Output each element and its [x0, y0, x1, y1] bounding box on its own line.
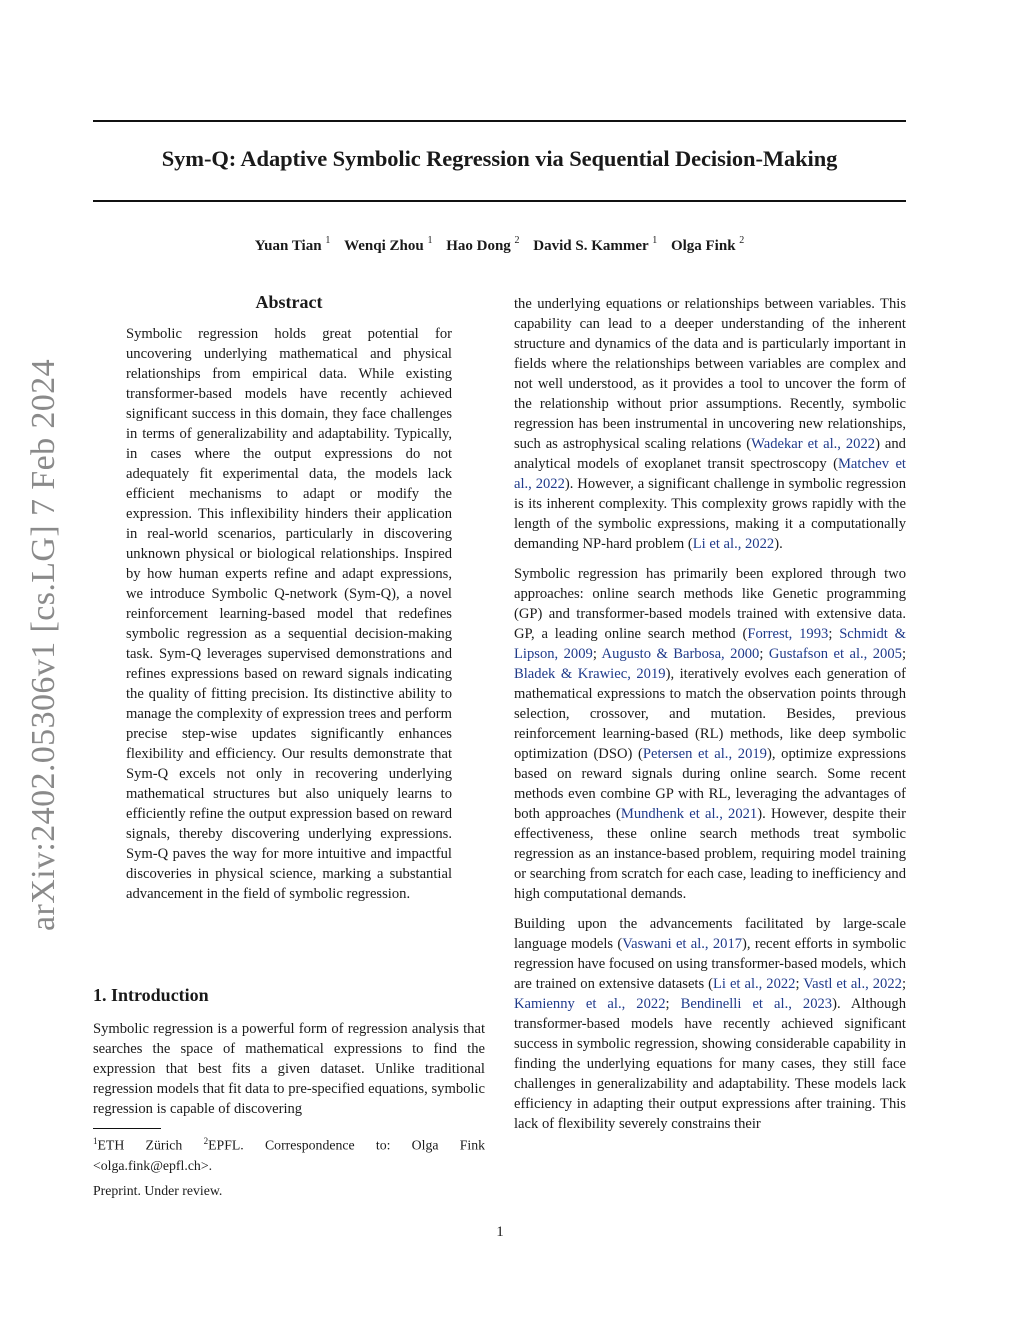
abstract-body: Symbolic regression holds great potential for uncovering underlying mathematical and physical relationships from empirical data. While existing transformer-based models have recently achieved significant success in this domain, they face challenges in terms of generalizability and adaptability. Typically, in cases where the output expressions do not adequately fit experimental data, the models lack efficient mechanisms to adapt or modify the expression. This inflexibility hinders their application in real-world scenarios, particularly in discovering unknown physical or biological relationships. Inspired by how human experts refine and adapt expressions, we introduce Symbolic Q-network (Sym-Q), a novel reinforcement learning-based model that redefines symbolic regression as a sequential decision-making task. Sym-Q leverages supervised demonstrations and refines expressions based on reward signals indicating the quality of fitting precision. Its distinctive ability to manage the complexity of expression trees and perform precise step-wise updates significantly enhances flexibility and efficiency. Our results demonstrate that Sym-Q excels not only in recovering underlying mathematical structures but also uniquely learns to efficiently refine the output expression based on reward signals, thereby discovering underlying expressions. Sym-Q paves the way for more intuitive and impactful discoveries in physical science, marking a substantial advancement in the field of symbolic regression. [126, 326, 452, 902]
citation-link[interactable]: Mundhenk et al., 2021 [620, 806, 758, 822]
paragraph-text: ; [665, 996, 681, 1012]
paragraph-text: ). [774, 536, 783, 552]
author: Hao Dong $^2$ [446, 235, 520, 254]
arxiv-stamp [25, 359, 63, 931]
citation-link[interactable]: Vaswani et al., 2017 [622, 936, 743, 952]
introduction-left-text: Symbolic regression is a powerful form of regression analysis that searches the space of mathematical expressions to find the expression that best fits a given dataset. Unlike traditional regression models that fit data to pre-specified equations, symbolic regression is capable of discovering [93, 1021, 485, 1117]
paper-title: Sym-Q: Adaptive Symbolic Regression via Sequential Decision-Making [161, 146, 838, 171]
title-bottom-rule [93, 200, 906, 202]
footnote-rule [93, 1128, 161, 1129]
introduction-paragraph [514, 914, 906, 1134]
citation-link[interactable]: Li et al., 2022 [713, 976, 796, 992]
author: David S. Kammer $^1$ [533, 235, 658, 254]
paragraph-text: Symbolic regression has primarily been explored through two approaches: online search methods like Genetic programming (GP) and transformer-based models trained with extensive data. GP, a leading online search method ( [514, 566, 906, 642]
introduction-heading: 1. Introduction [93, 985, 209, 1005]
paragraph-text: ; [795, 976, 804, 992]
citation-link[interactable]: Vastl et al., 2022 [803, 976, 902, 992]
paragraph-text: ). However, despite their effectiveness, these online search methods treat symbolic regression as an instance-based problem, requiring model training or searching from scratch for each case, leading to inefficiency and high computational demands. [514, 806, 906, 902]
author: Yuan Tian $^1$ [254, 235, 331, 254]
citation-link[interactable]: Forrest, 1993 [747, 626, 829, 642]
paragraph-text: the underlying equations or relationships between variables. This capability can lead to a deeper understanding of the inherent structure and dynamics of the data and is particularly important in fields where the relationships between variables are complex and not well understood, as it provides a tool to uncover the form of the relationship without prior assumptions. Recently, symbolic regression has been instrumental in uncovering new relationships, such as astrophysical scaling relations ( [514, 296, 906, 452]
paragraph-text: ), optimize expressions based on reward signals during online search. Some recent methods even combine GP with RL, leveraging the advantages of both approaches ( [514, 746, 907, 822]
paragraph-text: ; [901, 976, 906, 992]
introduction-paragraph [514, 564, 906, 904]
author: Olga Fink $^2$ [670, 235, 745, 254]
citation-link[interactable]: Petersen et al., 2019 [642, 746, 767, 762]
paragraph-text: ) and analytical models of exoplanet transit spectroscopy ( [514, 436, 906, 472]
citation-link[interactable]: Bendinelli et al., 2023 [680, 996, 833, 1012]
author-list [93, 236, 906, 255]
citation-link[interactable]: Gustafson et al., 2005 [768, 646, 902, 662]
paragraph-text: ), recent efforts in symbolic regression have focused on using transformer-based models, which are trained on extensive datasets ( [514, 936, 907, 992]
arxiv-stamp-text: arXiv:2402.05306v1 [cs.LG] 7 Feb 2024 [25, 359, 63, 931]
citation-link[interactable]: Wadekar et al., 2022 [751, 436, 876, 452]
paragraph-text: Building upon the advancements facilitated by large-scale language models ( [514, 916, 906, 952]
citation-link[interactable]: Bladek & Krawiec, 2019 [514, 666, 666, 682]
citation-link[interactable]: Augusto & Barbosa, 2000 [601, 646, 760, 662]
title-top-rule [93, 120, 906, 122]
citation-link[interactable]: Kamienny et al., 2022 [514, 996, 666, 1012]
paragraph-text: ), iteratively evolves each generation of mathematical expressions to match the observation points through selection, crossover, and mutation. Besides, previous reinforcement learning-based (RL) methods, like deep symbolic optimization (DSO) ( [514, 666, 906, 762]
paragraph-text: ; [759, 646, 769, 662]
abstract-heading: Abstract [255, 292, 323, 312]
introduction-right-column [514, 294, 906, 1144]
introduction-paragraph [514, 294, 906, 554]
preprint-note: Preprint. Under review. [93, 1183, 223, 1198]
citation-link[interactable]: Li et al., 2022 [692, 536, 775, 552]
citation-link[interactable]: Schmidt & Lipson, 2009 [514, 626, 906, 662]
paragraph-text: ; [828, 626, 840, 642]
paragraph-text: ). Although transformer-based models have recently achieved significant success in symbolic regression, showing considerable capability in finding the underlying equations for many cases, they still face challenges in generalizability and adaptability. These models lack efficiency in adapting their output expressions after training. This lack of flexibility severely constrains their [514, 996, 906, 1132]
author: Wenqi Zhou $^1$ [344, 235, 433, 254]
paragraph-text: ; [901, 646, 906, 662]
page-number: 1 [496, 1224, 504, 1240]
paragraph-text: ). However, a significant challenge in symbolic regression is its inherent complexity. This complexity grows rapidly with the length of the symbolic expressions, making it a computationally demanding NP-hard problem ( [514, 476, 906, 552]
citation-link[interactable]: Matchev et al., 2022 [514, 456, 906, 492]
paragraph-text: ; [592, 646, 602, 662]
affiliation-footnote: $^1$ETH Zürich $^2$EPFL. Correspondence to: Olga Fink <olga.fink@epfl.ch>. [93, 1136, 486, 1173]
